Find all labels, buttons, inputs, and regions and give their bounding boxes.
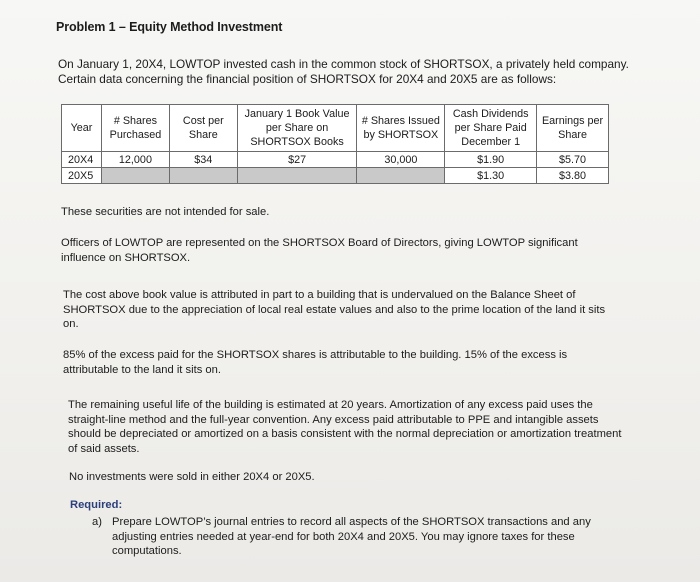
cell-empty xyxy=(237,168,357,184)
header-book-value: January 1 Book Value per Share on SHORTSOX Books xyxy=(237,105,357,152)
cell-cash-dividends: $1.30 xyxy=(445,168,537,184)
table-header-row xyxy=(62,105,609,152)
intro-paragraph: On January 1, 20X4, LOWTOP invested cash in the common stock of SHORTSOX, a privately held company. Certain data concerning the financial position of SHORTSOX for 20X4 and 20X5 are as follows: xyxy=(58,57,629,86)
cell-empty xyxy=(169,168,237,184)
item-marker: a) xyxy=(92,516,102,528)
header-shares-issued: # Shares Issued by SHORTSOX xyxy=(357,105,445,152)
header-shares-purchased: # Shares Purchased xyxy=(101,105,169,152)
header-cash-dividends: Cash Dividends per Share Paid December 1 xyxy=(445,105,537,152)
header-year: Year xyxy=(62,105,102,152)
required-item-a xyxy=(92,515,612,559)
cell-empty xyxy=(357,168,445,184)
cell-shares-purchased: 12,000 xyxy=(101,152,169,168)
paragraph-no-sales: No investments were sold in either 20X4 or 20X5. xyxy=(69,471,315,483)
cell-year: 20X5 xyxy=(62,168,102,184)
header-earnings: Earnings per Share xyxy=(537,105,609,152)
required-heading: Required: xyxy=(70,499,123,511)
cell-earnings: $3.80 xyxy=(537,168,609,184)
problem-title: Problem 1 – Equity Method Investment xyxy=(56,20,283,34)
cell-earnings: $5.70 xyxy=(537,152,609,168)
header-cost-per-share: Cost per Share xyxy=(169,105,237,152)
paragraph-useful-life: The remaining useful life of the building is estimated at 20 years. Amortization of any excess paid uses the straight-line method and the full-year convention. Any excess paid attributable to PPE and intangible assets should be depreciated or amortized on a basis consistent with the normal depreciation or amortization treatment of said assets. xyxy=(68,399,622,455)
cell-empty xyxy=(101,168,169,184)
cell-cash-dividends: $1.90 xyxy=(445,152,537,168)
paragraph-significant-influence: Officers of LOWTOP are represented on the SHORTSOX Board of Directors, giving LOWTOP significant influence on SHORTSOX. xyxy=(61,237,578,264)
financial-data-table xyxy=(61,104,609,184)
paragraph-not-for-sale: These securities are not intended for sale. xyxy=(61,206,270,218)
cell-shares-issued: 30,000 xyxy=(357,152,445,168)
item-text: Prepare LOWTOP’s journal entries to record all aspects of the SHORTSOX transactions and any adjusting entries needed at year-end for both 20X4 and 20X5. You may ignore taxes for these computations. xyxy=(112,516,591,557)
cell-book-value: $27 xyxy=(237,152,357,168)
table-row xyxy=(62,152,609,168)
cell-year: 20X4 xyxy=(62,152,102,168)
cell-cost-per-share: $34 xyxy=(169,152,237,168)
table-row xyxy=(62,168,609,184)
paragraph-cost-above-book: The cost above book value is attributed in part to a building that is undervalued on the Balance Sheet of SHORTSOX due to the appreciation of local real estate values and also to the prime location of the land it sits on. xyxy=(63,289,606,330)
paragraph-excess-allocation: 85% of the excess paid for the SHORTSOX shares is attributable to the building. 15% of the excess is attributable to the land it sits on. xyxy=(63,349,568,376)
